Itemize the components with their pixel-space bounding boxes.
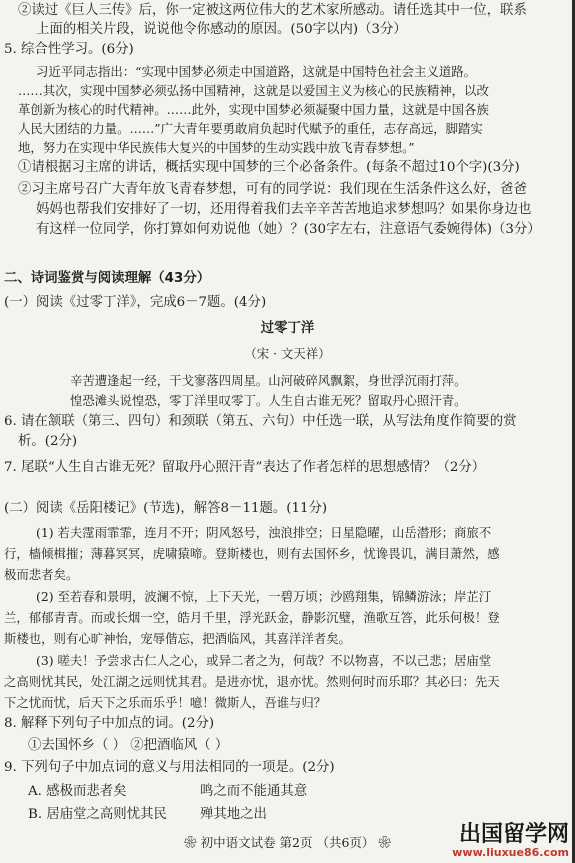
text-line: ①去国怀乡（ ） ②把酒临风（ ）: [28, 738, 229, 753]
text-line: 习近平同志指出：“实现中国梦必须走中国道路，这就是中国特色社会主义道路。: [36, 64, 477, 79]
text-line: 鸣之而不能通其意: [200, 784, 308, 799]
text-line: 下之忧而忧，后天下之乐而乐乎！噫！微斯人，吾谁与归？: [4, 695, 327, 710]
text-line: 过零丁洋: [260, 321, 315, 336]
text-line: ……其次，实现中国梦必须弘扬中国精神，这就是以爱国主义为核心的民族精神，以改: [18, 83, 489, 98]
text-line: B. 居庙堂之高则忧其民: [28, 807, 167, 822]
text-line: 之高则忧其民，处江湖之远则忧其君。是进亦忧，退亦忧。然则何时而乐耶？其必曰：先天: [4, 674, 500, 689]
text-line: 析。(2分): [18, 434, 78, 449]
text-line: (二）阅读《岳阳楼记》(节选)，解答8－11题。(11分): [4, 501, 328, 516]
text-line: (2) 至若春和景明，波澜不惊，上下天光，一碧万顷；沙鸥翔集，锦鳞游泳；岸芷汀: [36, 589, 492, 604]
text-line: 人民大团结的力量。……”广大青年要勇敢肩负起时代赋予的重任，志存高远，脚踏实: [18, 121, 483, 136]
text-line: 兰，郁郁青青。而或长烟一空，皓月千里，浮光跃金，静影沉璧，渔歌互答，此乐何极！登: [4, 610, 500, 625]
text-line: （宋 · 文天祥）: [244, 346, 331, 361]
text-line: 7. 尾联“人生自古谁无死？留取丹心照汗青”表达了作者怎样的思想感情？（2分）: [4, 460, 486, 475]
text-line: 辛苦遭逢起一经，干戈寥落四周星。山河破碎风飘絮，身世浮沉雨打萍。: [70, 373, 467, 388]
text-line: 革创新为核心的时代精神。……此外，实现中国梦必须凝聚中国力量，这就是中国各族: [18, 102, 489, 117]
text-line: 9. 下列句子中加点词的意义与用法相同的一项是。(2分): [4, 760, 335, 775]
text-line: 5. 综合性学习。(6分): [4, 42, 134, 57]
text-line: 斯楼也，则有心旷神怡，宠辱偕忘，把酒临风，其喜洋洋者矣。: [4, 631, 351, 646]
text-line: 极而悲者矣。: [4, 567, 79, 582]
text-line: 二、诗词鉴赏与阅读理解（43分）: [4, 271, 211, 286]
text-line: (3) 嗟夫！予尝求古仁人之心，或异二者之为，何哉？不以物喜，不以己悲；居庙堂: [36, 653, 492, 668]
text-line: 地，努力在实现中华民族伟大复兴的中国梦的生动实践中放飞青春梦想。”: [18, 140, 415, 155]
text-line: 有这样一位同学，你打算如何劝说他（她）？(30字左右，注意语气委婉得体)（3分）: [36, 222, 541, 237]
text-line: 6. 请在颔联（第三、四句）和颈联（第五、六句）中任选一联，从写法角度作简要的赏: [4, 414, 517, 429]
text-line: A. 感极而悲者矣: [28, 784, 127, 799]
text-line: 惶恐滩头说惶恐，零丁洋里叹零丁。人生自古谁无死？留取丹心照汗青。: [70, 393, 467, 408]
text-line: 妈妈也帮我们安排好了一切，还用得着我们去辛辛苦苦地追求梦想吗？如果你身边也: [36, 202, 532, 217]
text-line: 上面的相关片段，说说他令你感动的原因。(50字以内)（3分）: [36, 22, 407, 37]
text-line: (1) 若夫霪雨霏霏，连月不开；阴风怒号，浊浪排空；日星隐曜，山岳潜形；商旅不: [36, 525, 492, 540]
text-line: 行，樯倾楫摧；薄暮冥冥，虎啸猿啼。登斯楼也，则有去国怀乡，忧谗畏讥，满目萧然，感: [4, 546, 500, 561]
page-footer: ❀ 初中语文试卷 第2页 （共6页） ❀: [184, 835, 391, 850]
text-line: 殚其地之出: [200, 807, 267, 822]
watermark-title: 出国留学网: [458, 822, 569, 847]
text-line: 8. 解释下列句子中加点的词。(2分): [4, 716, 215, 731]
text-line: ①请根据习主席的讲话，概括实现中国梦的三个必备条件。(每条不超过10个字)(3分): [18, 160, 520, 175]
text-line: (一）阅读《过零丁洋》，完成6－7题。(4分): [4, 295, 267, 310]
watermark-url: www.liuxue86.com: [452, 846, 569, 859]
site-watermark: [452, 823, 569, 859]
text-line: ②习主席号召广大青年放飞青春梦想，可有的同学说：我们现在生活条件这么好，爸爸: [18, 182, 527, 197]
text-line: ②读过《巨人三传》后，你一定被这两位伟大的艺术家所感动。请任选其中一位，联系: [18, 3, 527, 18]
